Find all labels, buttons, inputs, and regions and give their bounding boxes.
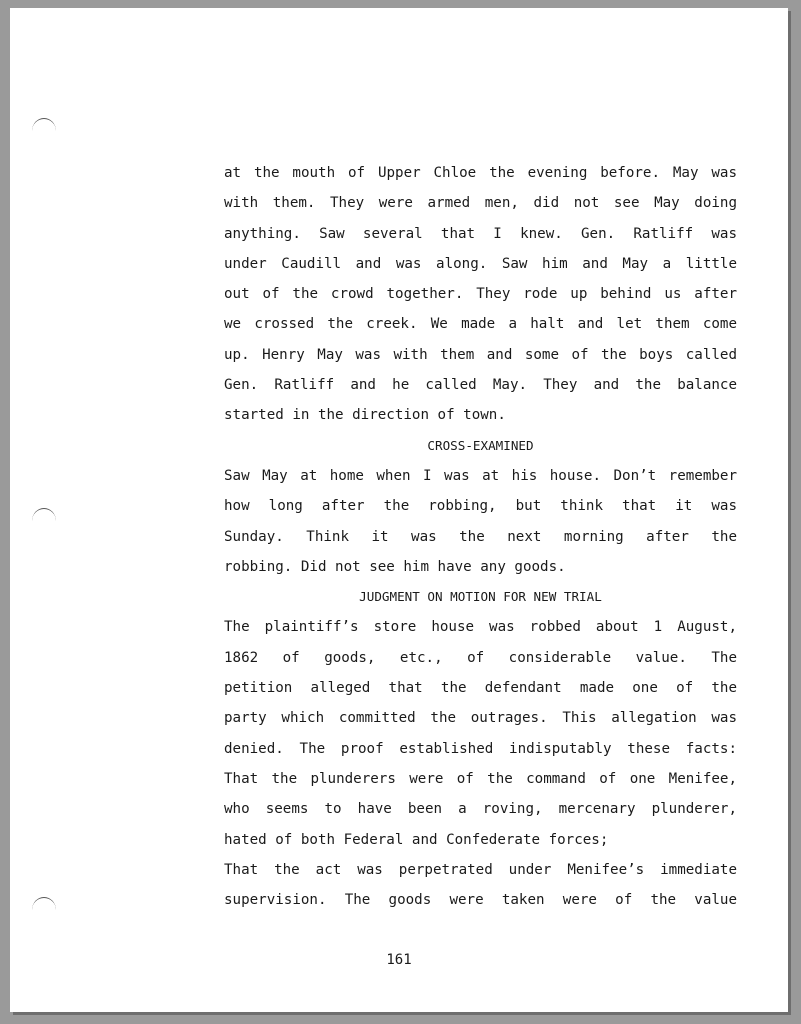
text-line: started in the direction of town.: [224, 407, 506, 424]
text-line: who seems to have been a roving, mercenary plunderer,: [224, 801, 737, 818]
text-line: how long after the robbing, but think that it was: [224, 498, 737, 515]
text-line: That the act was perpetrated under Menifee’s immediate: [224, 861, 737, 878]
document-body: [224, 158, 737, 915]
page-number: 161: [386, 952, 412, 968]
text-line: robbing. Did not see him have any goods.: [224, 558, 566, 575]
section-heading: JUDGMENT ON MOTION FOR NEW TRIAL: [359, 589, 602, 605]
text-line: we crossed the creek. We made a halt and let them come: [224, 316, 737, 333]
text-line: Gen. Ratliff and he called May. They and the balance: [224, 377, 737, 394]
text-line: anything. Saw several that I knew. Gen. Ratliff was: [224, 225, 737, 242]
text-line: out of the crowd together. They rode up behind us after: [224, 286, 737, 303]
document-page: [10, 8, 788, 1012]
text-line: party which committed the outrages. This allegation was: [224, 710, 737, 727]
text-line: hated of both Federal and Confederate forces;: [224, 831, 609, 848]
text-line: That the plunderers were of the command of one Menifee,: [224, 770, 737, 787]
text-line: under Caudill and was along. Saw him and May a little: [224, 255, 737, 272]
punch-hole-mark: [32, 118, 56, 131]
text-line: Sunday. Think it was the next morning after the: [224, 528, 737, 545]
text-line: 1862 of goods, etc., of considerable value. The: [224, 649, 737, 666]
text-line: Saw May at home when I was at his house. Don’t remember: [224, 467, 737, 484]
punch-hole-mark: [32, 508, 56, 521]
text-line: The plaintiff’s store house was robbed about 1 August,: [224, 619, 737, 636]
section-heading: CROSS-EXAMINED: [427, 437, 534, 453]
text-line: denied. The proof established indisputably these facts:: [224, 740, 737, 757]
text-line: with them. They were armed men, did not see May doing: [224, 195, 737, 212]
punch-hole-mark: [32, 897, 56, 910]
text-line: at the mouth of Upper Chloe the evening before. May was: [224, 165, 737, 181]
text-line: petition alleged that the defendant made one of the: [224, 680, 737, 697]
text-line: supervision. The goods were taken were of the value: [224, 892, 737, 909]
text-line: up. Henry May was with them and some of the boys called: [224, 346, 737, 363]
